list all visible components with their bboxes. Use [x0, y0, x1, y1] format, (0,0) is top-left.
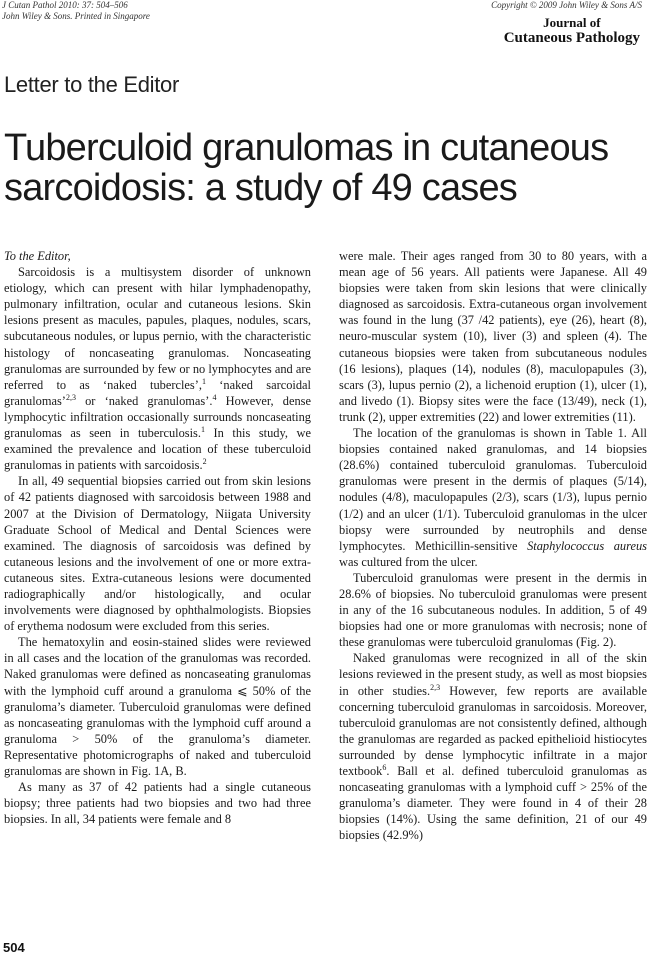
species-name: Staphylococcus aureus — [527, 538, 647, 553]
page-number: 504 — [3, 940, 25, 955]
right-column — [339, 248, 647, 843]
copyright-notice: Copyright © 2009 John Wiley & Sons A/S — [491, 0, 642, 10]
citation-line-1: J Cutan Pathol 2010: 37: 504–506 — [2, 0, 128, 10]
citation-line-2: John Wiley & Sons. Printed in Singapore — [2, 11, 150, 21]
journal-logo — [504, 15, 640, 47]
section-label: Letter to the Editor — [4, 72, 179, 97]
greeting: To the Editor, — [4, 249, 71, 263]
paragraph: In all, 49 sequential biopsies carried out from skin lesions of 42 patients diagnosed with sarcoidosis between 1988 and 2007 at the Division of Dermatology, Niigata University Graduate School of Medical and Dental Sciences were examined. The diagnosis of sarcoidosis was defined by cutaneous lesions and the involvement of one or more extra-cutaneous sites. Extra-cutaneous lesions were documented radiographically and/or histologically, and ocular involvements were diagnosed by ophthalmologists. Biopsies of erythema nodosum were excluded from this series. — [4, 474, 311, 634]
journal-name-line-2: Cutaneous Pathology — [503, 30, 640, 46]
paragraph: Tuberculoid granulomas were present in the dermis in 28.6% of biopsies. No tuberculoid granulomas were present in any of the 16 subcutaneous nodules. In addition, 5 of 49 biopsies had one or more granulomas with necrosis; none of these granulomas were tuberculoid granulomas (Fig. 2). — [339, 570, 647, 650]
paragraph: As many as 37 of 42 patients had a single cutaneous biopsy; three patients had two biopsies and two had three biopsies. In all, 34 patients were female and 8 — [4, 780, 311, 827]
left-column — [4, 248, 311, 827]
paragraph: Naked granulomas were recognized in all of the skin lesions reviewed in the present study, as well as most biopsies in other studies.$^{2,3}$ However, few reports are available concerning tuberculoid granulomas in sarcoidosis. Moreover, tuberculoid granulomas are not consistently defined, although the granulomas are regarded as packed epithelioid histiocytes surrounded by dense lymphocytic infiltrate in a major textbook$^6$. Ball et al. defined tuberculoid granulomas as noncaseating granulomas with a lymphoid cuff > 25% of the granuloma’s diameter. They were found in 4 of their 28 biopsies (14%). Using the same definition, 21 of our 49 biopsies (42.9%) — [339, 651, 648, 843]
paragraph: The location of the granulomas is shown in Table 1. All biopsies contained naked granulomas, and 14 biopsies (28.6%) contained tuberculoid granulomas. Tuberculoid granulomas were present in the dermis of plaques (5/14), nodules (4/8), maculopapules (2/3), scars (1/3), lupus pernio (1/2) and an ulcer (1/1). Tuberculoid granulomas in the ulcer biopsy were surrounded by neutrophils and dense lymphocytes. Methicillin-sensitive Staphylococcus aureus was cultured from the ulcer. — [339, 426, 647, 569]
paragraph: Sarcoidosis is a multisystem disorder of unknown etiology, which can present with hilar lymphadenopathy, pulmonary infiltration, ocular and cutaneous lesions. Skin lesions present as macules, papules, plaques, nodules, scars, subcutaneous nodules, or lupus pernio, with the characteristic histology of noncaseating granulomas. Noncaseating granulomas are surrounded by few or no lymphocytes and are referred to as ‘naked tubercles’,$^1$ ‘naked sarcoidal granulomas’$^{2,3}$ or ‘naked granulomas’.$^4$ However, dense lymphocytic infiltration occasionally surrounds noncaseating granulomas as seen in tuberculosis.$^1$ In this study, we examined the prevalence and location of these tuberculoid granulomas in patients with sarcoidosis.$^2$ — [4, 265, 312, 473]
journal-name-line-1: Journal of — [543, 15, 601, 30]
article-title: Tuberculoid granulomas in cutaneous sarcoidosis: a study of 49 cases — [4, 127, 609, 209]
paragraph: were male. Their ages ranged from 30 to 80 years, with a mean age of 56 years. All patients were Japanese. All 49 biopsies were taken from skin lesions that were clinically diagnosed as sarcoidosis. Extra-cutaneous organ involvement was found in the lung (37 /42 patients), eye (26), heart (8), neuro-muscular system (10), liver (3) and spleen (4). The cutaneous biopsies were taken from subcutaneous nodules (16 lesions), plaques (14), nodules (8), maculopapules (3), scars (3), lupus pernio (2), a lichenoid eruption (1), ulcer (1), and livedo (1). Biopsy sites were the face (13/49), neck (1), trunk (2), upper extremities (22) and lower extremities (11). — [339, 249, 647, 424]
paragraph: The hematoxylin and eosin-stained slides were reviewed in all cases and the location of the granulomas was recorded. Naked granulomas were defined as noncaseating granulomas with the lymphoid cuff around a granuloma ⩽ 50% of the granuloma’s diameter. Tuberculoid granulomas were defined as noncaseating granulomas with the lymphoid cuff around a granuloma > 50% of the granuloma’s diameter. Representative photomicrographs of naked and tuberculoid granulomas are shown in Fig. 1A, B. — [4, 635, 311, 778]
citation-header — [2, 0, 150, 22]
